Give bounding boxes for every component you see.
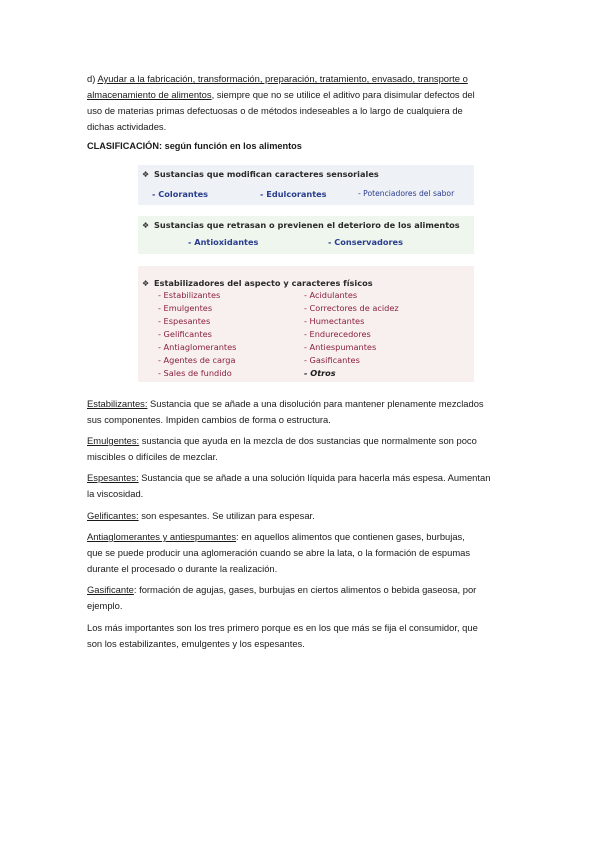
intro-line-3: uso de materias primas defectuosas o de métodos indeseables a lo largo de cualquiera de — [87, 105, 463, 116]
definition-term: Emulgentes: — [87, 435, 140, 446]
definition-gelificantes: Gelificantes: son espesantes. Se utilizan para espesar. — [87, 510, 315, 521]
diamond-bullet-icon: ❖ — [142, 170, 150, 179]
box1-item: - Potenciadores del sabor — [358, 189, 455, 198]
definition-gasificante: Gasificante: formación de agujas, gases, burbujas en ciertos alimentos o bebida gaseosa, por ejemplo. — [87, 584, 477, 611]
definition-term: Espesantes: — [87, 472, 139, 483]
box1-item: - Colorantes — [152, 189, 209, 199]
intro-underlined-1: Ayudar a la fabricación, transformación, preparación, tratamiento, envasado, transporte o — [97, 73, 468, 84]
conclusion-paragraph: Los más importantes son los tres primero porque es en los que más se fija el consumidor, que son los estabilizantes, emulgentes y los espesantes. — [87, 622, 478, 649]
definition-term: Gasificante — [87, 584, 134, 595]
box3-left-item: - Estabilizantes — [158, 290, 221, 300]
intro-line-4: dichas actividades. — [87, 121, 167, 132]
definition-antiaglomerantes: Antiaglomerantes y antiespumantes: en aquellos alimentos que contienen gases, burbujas, que se puede producir una aglomeración cuando se abre la lata, o la formación de espumas durante el procesado o durante la realización. — [87, 531, 471, 574]
box3-right-item: - Otros — [304, 368, 336, 378]
figure-box-estabilizadores — [138, 266, 474, 382]
box3-right-item: - Endurecedores — [304, 329, 371, 339]
clasificacion-heading: CLASIFICACIÓN: según función en los alimentos — [87, 141, 302, 151]
diamond-bullet-icon: ❖ — [142, 221, 150, 230]
box2-item: - Antioxidantes — [188, 237, 259, 247]
box3-left-item: - Emulgentes — [158, 303, 213, 313]
intro-line-1: d) Ayudar a la fabricación, transformación, preparación, tratamiento, envasado, transporte o — [87, 73, 468, 84]
definition-term: Gelificantes: — [87, 510, 139, 521]
box3-left-item: - Agentes de carga — [158, 355, 236, 365]
definition-term: Estabilizantes: — [87, 398, 148, 409]
intro-line-2: almacenamiento de alimentos, siempre que no se utilice el aditivo para disimular defectos del — [87, 89, 475, 100]
box3-right-item: - Gasificantes — [304, 355, 360, 365]
box3-left-item: - Espesantes — [158, 316, 211, 326]
figure-box-sensoriales — [138, 165, 474, 205]
definition-espesantes: Espesantes: Sustancia que se añade a una solución líquida para hacerla más espesa. Aumentan la viscosidad. — [87, 472, 491, 499]
box3-left-item: - Gelificantes — [158, 329, 212, 339]
intro-paragraph — [87, 71, 515, 135]
box3-right-item: - Antiespumantes — [304, 342, 377, 352]
box2-item: - Conservadores — [328, 237, 403, 247]
definition-term: Antiaglomerantes y antiespumantes — [87, 531, 237, 542]
box3-right-item: - Humectantes — [304, 316, 365, 326]
box1-item: - Edulcorantes — [260, 189, 327, 199]
box3-left-item: - Sales de fundido — [158, 368, 232, 378]
intro-underlined-2: almacenamiento de alimentos — [87, 89, 212, 100]
definition-estabilizantes: Estabilizantes: Sustancia que se añade a una disolución para mantener plenamente mezclados sus componentes. Impiden cambios de forma o estructura. — [87, 398, 484, 425]
box3-right-item: - Acidulantes — [304, 290, 358, 300]
figure-box-deterioro — [138, 216, 474, 254]
box3-right-item: - Correctores de acidez — [304, 303, 399, 313]
definition-emulgentes: Emulgentes: sustancia que ayuda en la mezcla de dos sustancias que normalmente son poco miscibles o difíciles de mezclar. — [87, 435, 477, 462]
box2-title: Sustancias que retrasan o previenen el deterioro de los alimentos — [154, 220, 460, 230]
diamond-bullet-icon: ❖ — [142, 279, 150, 288]
box3-title: Estabilizadores del aspecto y caracteres físicos — [154, 278, 373, 288]
box3-left-item: - Antiaglomerantes — [158, 342, 237, 352]
box1-title: Sustancias que modifican caracteres sensoriales — [154, 169, 379, 179]
